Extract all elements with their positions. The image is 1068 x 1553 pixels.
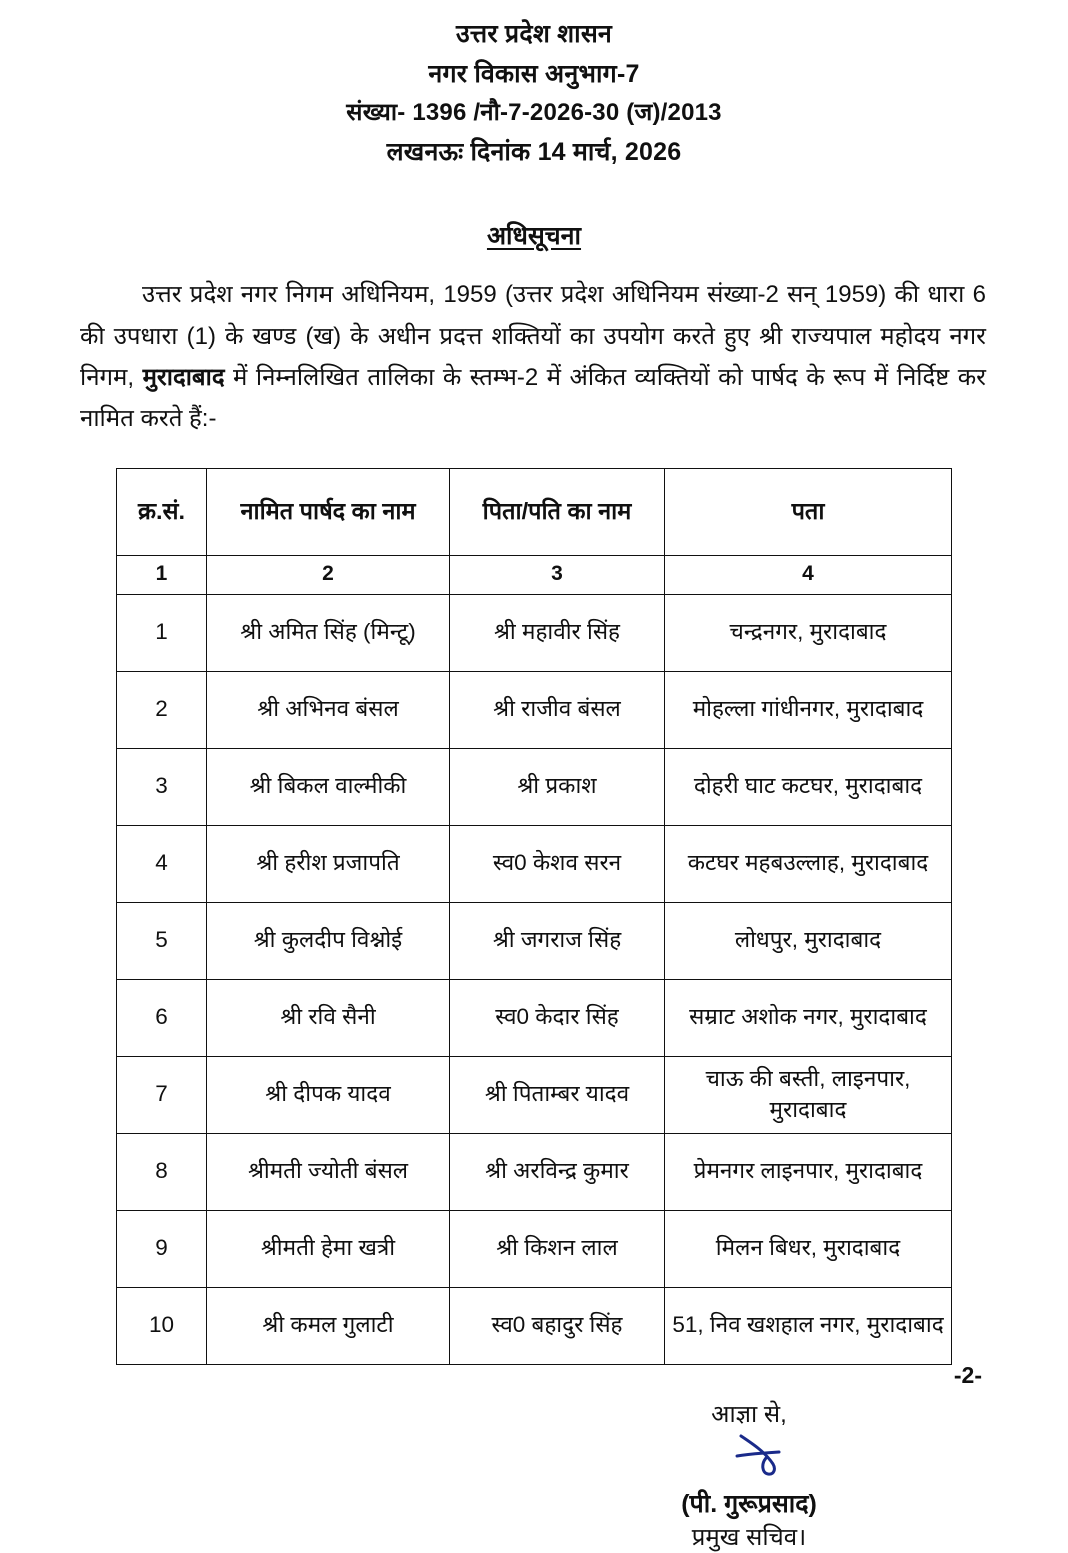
cell-address: लोधपुर, मुरादाबाद [665,902,952,979]
cell-serial: 2 [117,671,207,748]
cell-serial: 3 [117,748,207,825]
cell-councillor-name: श्री हरीश प्रजापति [207,825,450,902]
table-row [117,594,952,671]
cell-father-husband-name: श्री राजीव बंसल [450,671,665,748]
signatory-name: (पी. गुरूप्रसाद) [681,1489,817,1518]
table-row [117,748,952,825]
cell-father-husband-name: श्री अरविन्द्र कुमार [450,1133,665,1210]
city-name: मुरादाबाद [142,364,225,391]
cell-address: चन्द्रनगर, मुरादाबाद [665,594,952,671]
cell-councillor-name: श्री बिकल वाल्मीकी [207,748,450,825]
column-header-father-husband-name: पिता/पति का नाम [450,468,665,555]
table-column-number-row [117,555,952,594]
cell-address: मोहल्ला गांधीनगर, मुरादाबाद [665,671,952,748]
cell-address: चाऊ की बस्ती, लाइनपार, मुरादाबाद [665,1056,952,1133]
table-row [117,1056,952,1133]
notification-title [74,218,994,252]
signatory-designation: प्रमुख सचिव। [691,1524,807,1552]
header-line-government: उत्तर प्रदेश शासन [455,20,613,48]
cell-father-husband-name: स्व0 केशव सरन [450,825,665,902]
table-row [117,1287,952,1364]
handwritten-signature-icon [504,1430,994,1486]
page-number: -2- [953,1362,982,1388]
cell-councillor-name: श्री रवि सैनी [207,979,450,1056]
table-row [117,1133,952,1210]
cell-serial: 6 [117,979,207,1056]
table-row [117,902,952,979]
column-number-2: 2 [207,555,450,594]
notification-title-text: अधिसूचना [486,222,582,251]
header-line-department: नगर विकास अनुभाग-7 [428,60,640,88]
cell-address: कटघर महबउल्लाह, मुरादाबाद [665,825,952,902]
cell-serial: 4 [117,825,207,902]
column-number-4: 4 [665,555,952,594]
header-line-number: संख्या- 1396 /नौ-7-2026-30 (ज)/2013 [346,99,722,126]
column-header-councillor-name: नामित पार्षद का नाम [207,468,450,555]
header-line-place-date: लखनऊः दिनांक 14 मार्च, 2026 [386,138,682,167]
cell-father-husband-name: श्री महावीर सिंह [450,594,665,671]
signature-block [74,1399,994,1553]
cell-serial: 7 [117,1056,207,1133]
cell-councillor-name: श्री कमल गुलाटी [207,1287,450,1364]
signature-order-line: आज्ञा से, [711,1400,787,1428]
column-header-address: पता [665,468,952,555]
cell-councillor-name: श्री अभिनव बंसल [207,671,450,748]
cell-father-husband-name: श्री जगराज सिंह [450,902,665,979]
table-header-row [117,468,952,555]
cell-serial: 5 [117,902,207,979]
body-text-after-city: में निम्नलिखित तालिका के स्तम्भ-2 में अंकित व्यक्तियों को पार्षद के रूप में निर्दिष्ट कर नामित करते हैं:- [80,364,986,433]
cell-councillor-name: श्री कुलदीप विश्नोई [207,902,450,979]
cell-councillor-name: श्रीमती हेमा खत्री [207,1210,450,1287]
cell-councillor-name: श्री दीपक यादव [207,1056,450,1133]
cell-father-husband-name: श्री किशन लाल [450,1210,665,1287]
cell-serial: 8 [117,1133,207,1210]
cell-father-husband-name: श्री प्रकाश [450,748,665,825]
document-header [74,14,994,172]
cell-father-husband-name: स्व0 बहादुर सिंह [450,1287,665,1364]
cell-address: प्रेमनगर लाइनपार, मुरादाबाद [665,1133,952,1210]
cell-serial: 1 [117,594,207,671]
cell-councillor-name: श्री अमित सिंह (मिन्टू) [207,594,450,671]
column-number-1: 1 [117,555,207,594]
column-header-serial: क्र.सं. [117,468,207,555]
notification-body [80,274,986,439]
cell-serial: 9 [117,1210,207,1287]
cell-father-husband-name: श्री पिताम्बर यादव [450,1056,665,1133]
table-row [117,979,952,1056]
table-row [117,671,952,748]
cell-address: 51, निव खशहाल नगर, मुरादाबाद [665,1287,952,1364]
cell-councillor-name: श्रीमती ज्योती बंसल [207,1133,450,1210]
cell-address: मिलन बिधर, मुरादाबाद [665,1210,952,1287]
cell-serial: 10 [117,1287,207,1364]
cell-address: सम्राट अशोक नगर, मुरादाबाद [665,979,952,1056]
table-row [117,1210,952,1287]
column-number-3: 3 [450,555,665,594]
cell-father-husband-name: स्व0 केदार सिंह [450,979,665,1056]
councillors-table [116,468,952,1365]
table-row [117,825,952,902]
body-text-before-city: उत्तर प्रदेश नगर निगम अधिनियम, 1959 (उत्तर प्रदेश अधिनियम संख्या-2 सन् 1959) की धारा 6 की उपधारा (1) के खण्ड (ख) के अधीन प्रदत्त शक्तियों का उपयोग करते हुए श्री राज्यपाल महोदय नगर निगम, [80,281,986,391]
cell-address: दोहरी घाट कटघर, मुरादाबाद [665,748,952,825]
